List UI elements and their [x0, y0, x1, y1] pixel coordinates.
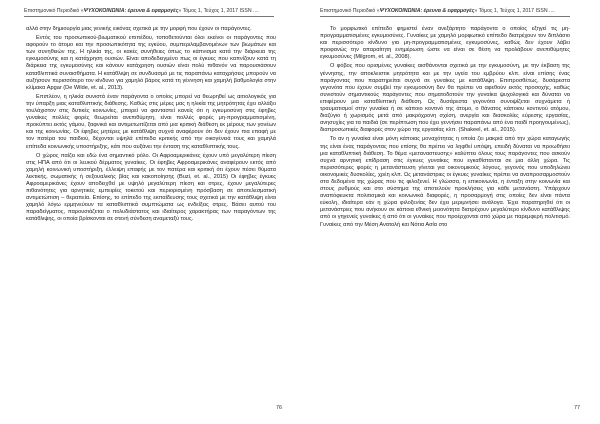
page-number: 77: [574, 405, 580, 411]
paragraph: Το αν η γυναίκα είναι μόνη κάποιας μοναχότητας η οποία ζει μακριά από την χώρα καταγωγής της είναι ένας παράγοντας που επίσης θα πρέπει να ληφθεί υπόψη, επειδή δύναται να προωθήσει μια καταθλιπτική διάθεση. Το θέμα «μεταναστευσης» καλύπτει όλους τους παράγοντες που ασκούν συχνά αρνητική επίδραση στις έγκυες γυναίκες που εγκαθίστανται σε μια άλλη χώρα. Τις περισσότερες φορές η μετανάστευση γίνεται για οικονομικούς λόγους, γεγονός που υποδηλώνει οικονομικές δυσκολίες, χρέη κλπ. Ως μετανάστριες οι έγκυες γυναίκες πρέπει να αναπροσαρμοστούν στα δεδομένα της χώρας που τις φιλοξενεί. Η γλώσσα, η επικοινωνία, η ένταξη στην κοινωνία και στους ρυθμούς και στο σύστημα της αποτελούν προκλήσεις για κάθε μετανάστη. Υπάρχουν αναπόφευκτα πολιτισμικά και κοινωνικά διαφορές, η προσαρμογή στις οποίες δεν είναι πάντα εύκολη, ιδιαίτερα εάν η χώρα φιλοξενίας δεν έχει μεριμνήσει ανάλογα. Έχει παρατηρηθεί ότι οι μετανάστριες που ανήκουν σε κάποια εθνική μειονότητα διατρέχουν μεγαλύτερο κίνδυνο κατάθλιψης από οι γηγενείς γυναίκες ή από ότι οι γυναίκες που προέρχονται από χώρα με παρεμφερή πολιτισμό. Γυναίκες από την Μέση Ανατολή και Νότια Ασία στο: [320, 136, 570, 228]
right-page: [300, 0, 600, 424]
header-prefix: Επιστημονικό Περιοδικό «: [320, 8, 380, 14]
header-rule: [24, 16, 274, 17]
paragraph: αλλά στην δημιουργία μιας γενικής εικόνας σχετικά με την μορφή που έχουν οι παράγοντες.: [26, 26, 252, 32]
body-text: [320, 26, 570, 231]
page-header: [320, 8, 555, 14]
paragraph: Επιπλέον, η ηλικία συνιστά έναν παράγοντα ο οποίος μπορεί να θεωρηθεί ως αιτιολογικός για την ύπαρξη μιας καταθλιπτικής διάθεσης. Καθώς στις μέρες μας η ηλικία της μητρότητας έχει αλλάξει τουλάχιστον στις δυτικές κοινωνίες, μπορεί να φανταστεί κανείς ότι η εγκυμοσύνη στις έφηβες γυναίκες πολλές φορές θεωρείται ανεπιθύμητη, είναι πολλές φορές μη-προγραμματισμένη, προκύπτει εκτός γάμου, ξαφνικά και αντιμετωπίζεται από μια κριτική διάθεση εκ μέρους των γονέων και της κοινωνίας. Οι έφηβες μητέρες με κατάθλιψη συχνά αναφέρουν ότι δεν έχουν πια επαφή με τον πατέρα του παιδιού, δέχονται υψηλά επίπεδα κριτικής από την οικογένειά τους και χαμηλά επίπεδα κοινωνικής υποστήριξης, κάτι που αυξάνει την ένταση της καταθλιπτικής τους.: [26, 93, 276, 150]
paragraph: Ο φόβος που ορισμένες γυναίκες αισθάνονται σχετικά με την εγκυμοσύνη, με την έκβαση της γέννησης, την αποκλειστικ μητρότητα και με την υγεία του εμβρύου κλπ. είναι επίσης ένας παράγοντας που παρατηρείται συχνά σε γυναίκες με κατάθλιψη. Επιπροσθέτως, δυσάρεστα γεγονότα που έχουν συμβεί την εγκυμοσύνη δεν θα πρέπει να αφεθούν εκτός προσοχής, καθώς συνιστούν σημαντικούς παράγοντες που σηματοδοτούν την γυναίκα ψυχολογικά και δύναται να επιφέρουν μια καταθλιπτική διάθεση. Ως δυσάρεστα γεγονότα συνοψίζεται συχνάμετα ή τραυματισμοί στην γυναίκα ή σε κάποιο κοντινό της άτομο, ο θάνατος κάποιου κοντινού ατόμου, διαζύγιο ή χωρισμός μετά από μακρόχρονη σχέση, ανεργία και διασκολίες εύρεσης εργασίας, ανησυχίες για τα παιδιά (σε περίπτωση που έχει γεννήσει παραπάνω από ένα παιδί προηγουμένως), διαπροσωπικές διαφορές στον χώρο της εργασίας κλπ. (Shakeel, et. al., 2015).: [320, 63, 570, 134]
paragraph: Ο χώρος παίζει και εδώ ένα σημαντικό ρόλο. Οι Αφροαμερικάνες έχουν υπό μεγαλύτερη πίεση στις ΗΠΑ από ότι οι λευκού δέρματος γυναίκες. Οι έφηβες Αφροαμερικάνες αναφέρουν εκτός από χαμηλή κοινωνική υποστήριξη, έλλειψη επαφής με τον πατέρα και κριτική ότι έχουν πέσει θύματα λεκτικής, σωματικής ή σεξουαλικής βίας και κακοποίησης (Buzi, et. al., 2015) Οι έφηβες έγκυες Αφροαμερικάνες έχουν αποδειχθεί με υψηλό μεγαλύτερη πίεση και στρες, έχουν μεγαλύτερες πιθανότητες για αρνητικές εμπειρίες τοκετού και περιορισμένη πρόσβαση σε αποτελεσματική αντιμετώπιση – θεραπεία. Επίσης, το επίπεδο της εκπαίδευσης τους σχετικά με την κατάθλιψη είναι χαμηλό λόγω ερμηνεύουν τα καταθλιπτικά συμπτώματα ως ενδείξεις στρες. Βάσει αυτού του παραδείγματος, παρουσιάζεται ο πολυδιάστατος και ιδιαίτερος χαρακτήρας των παραγόντων της κατάθλιψης, οι οποία βρίσκονται σε στενή σύνδεση αναμεταξύ τους.: [26, 152, 276, 223]
header-prefix: Επιστημονικό Περιοδικό «: [24, 8, 84, 14]
page-header: [24, 8, 259, 14]
header-suffix: » Τόμος 1, Τεύχος 1, 2017 ISSN ....: [178, 8, 259, 14]
header-rule: [320, 16, 570, 17]
journal-title: ΨΥΧΟΚΟΙΝΩΝΙΑ: έρευνα & εφαρμογές: [83, 8, 179, 14]
body-text: [26, 26, 276, 226]
journal-title: ΨΥΧΟΚΟΙΝΩΝΙΑ: έρευνα & εφαρμογές: [379, 8, 475, 14]
paragraph: Εντός του προσωπικού-βιωματικού επιπέδου, τοποθετούνται όλοι εκείνοι οι παράγοντες που αφορούν το άτομο και την προσωπικότητα της εγκύου, συμπεριλαμβανομένων των βιωμάτων και των συνηθειών της. Η ηλικία της, οι κακές συνήθειες όπως το κάπνισμα κατά την διάρκεια της εγκυμοσύνης και η κατάχρηση ουσιών. Είναι αποδεδειγμένο πως οι έγκυες που καπνίζουν κατά τη διάρκεια της εγκυμοσύνης και κάνουν κατάχρηση ουσιών είναι πολύ πιθανόν να παρουσιάσουν καταθλιπτικά συναισθήματα. Η κατάθλιψη σε συνδυασμό με τις παραπάνω καταχρήσεις μπορούν να αυξήσουν περισσότερο τον κίνδυνο για χαμηλό βάρος κατά τη γέννηση και χαμηλή βαθμολογία στην κλίμακα Apgar (De Wilde, et. al., 2013).: [26, 35, 276, 91]
page-number: 76: [276, 405, 282, 411]
paragraph: Το μορφωτικό επίπεδο φημιστεί έναν ανεξάρτητο παράγοντα ο οποίος εξηγεί τις μη-προγραμματισμένες εγκυμοσύνες. Γυναίκες με χαμηλό μορφωτικό επίπεδο διατρέχουν τον διπλάσιο και περισσότερο κίνδυνο για μη-προγραμματισμένες εγκυμοσύνες, καθώς δεν έχουν λάβει προφανώς την απαραίτητη ενημέρωση ώστε να είναι σε θέση να προλάβουν ανεπιθύμητες εγκυμοσύνες (Milgrom, et. al., 2008).: [320, 26, 570, 61]
header-suffix: » Τόμος 1, Τεύχος 1, 2017 ISSN ....: [474, 8, 555, 14]
